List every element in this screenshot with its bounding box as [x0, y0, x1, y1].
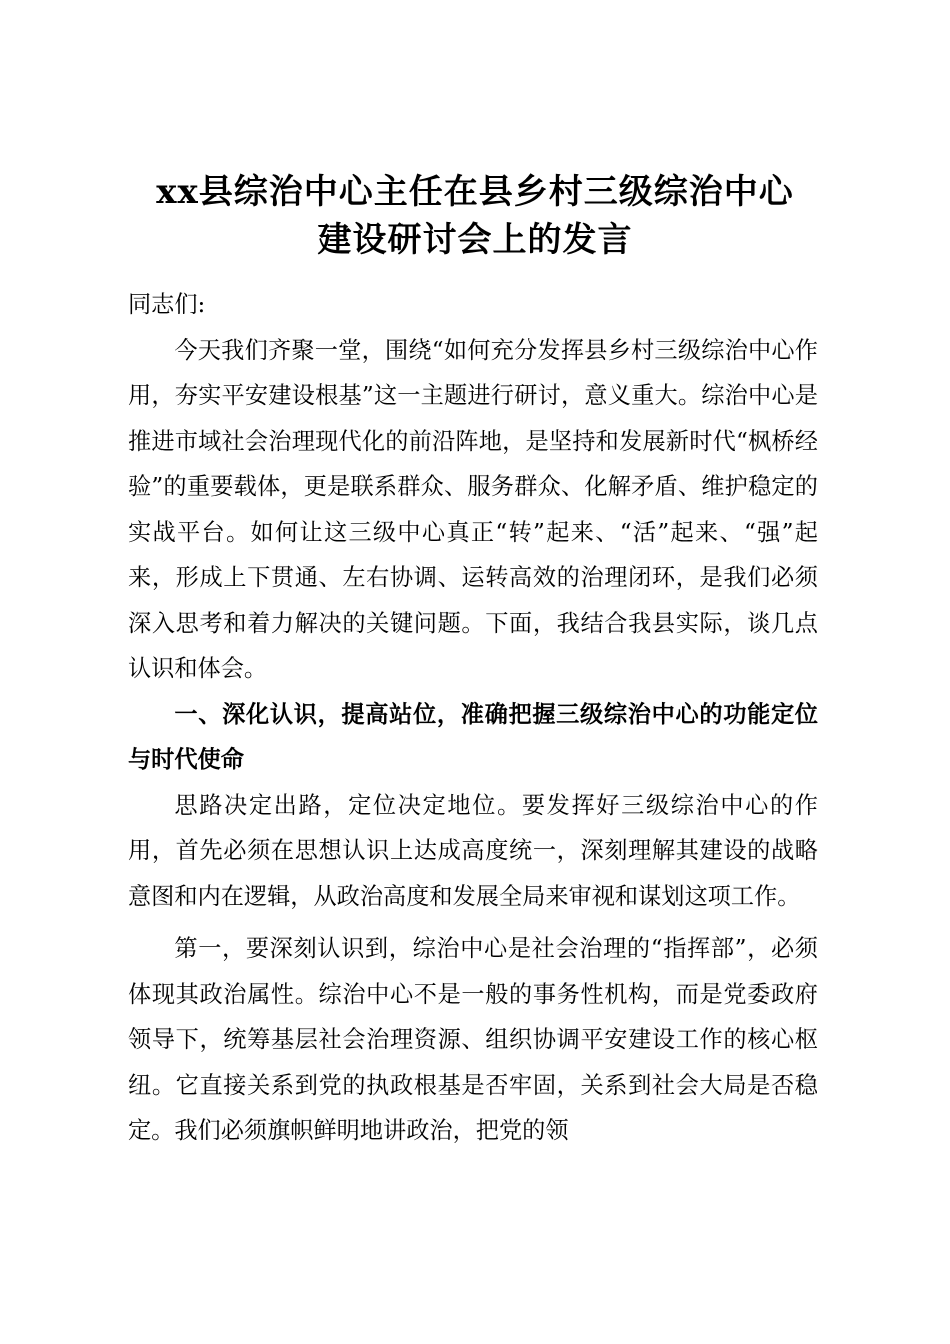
title-line-2: 建设研讨会上的发言 [317, 220, 633, 260]
section-1-paragraph-1: 思路决定出路，定位决定地位。要发挥好三级综治中心的作用，首先必须在思想认识上达成高度统一，深刻理解其建设的战略意图和内在逻辑，从政治高度和发展全局来审视和谋划这项工作。 [128, 791, 818, 910]
document-body [128, 282, 818, 1154]
section-1-paragraph-2: 第一，要深刻认识到，综治中心是社会治理的“指挥部”，必须体现其政治属性。综治中心不是一般的事务性机构，而是党委政府领导下，统筹基层社会治理资源、组织协调平安建设工作的核心枢纽。它直接关系到党的执政根基是否牢固，关系到社会大局是否稳定。我们必须旗帜鲜明地讲政治，把党的领 [128, 935, 818, 1144]
salutation: 同志们: [128, 291, 206, 318]
intro-paragraph: 今天我们齐聚一堂，围绕“如何充分发挥县乡村三级综治中心作用，夯实平安建设根基”这一主题进行研讨，意义重大。综治中心是推进市域社会治理现代化的前沿阵地，是坚持和发展新时代“枫桥经验”的重要载体，更是联系群众、服务群众、化解矛盾、维护稳定的实战平台。如何让这三级中心真正“转”起来、“活”起来、“强”起来，形成上下贯通、左右协调、运转高效的治理闭环，是我们必须深入思考和着力解决的关键问题。下面，我结合我县实际，谈几点认识和体会。 [128, 336, 818, 682]
title-line-1: xx县综治中心主任在县乡村三级综治中心 [156, 172, 794, 212]
document-title [0, 168, 950, 264]
section-heading-1: 一、深化认识，提高站位，准确把握三级综治中心的功能定位与时代使命 [128, 700, 818, 773]
